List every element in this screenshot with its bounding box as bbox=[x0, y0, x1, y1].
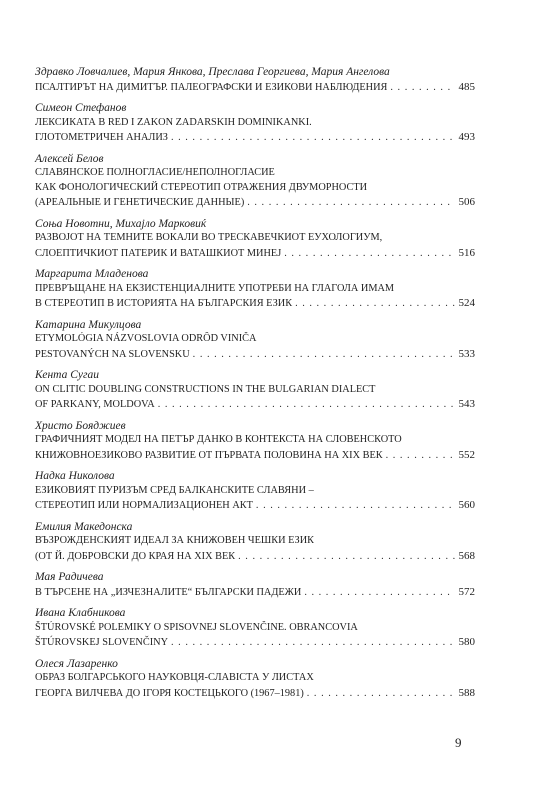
leader-dots bbox=[386, 449, 455, 464]
entry-page-number: 572 bbox=[458, 585, 475, 598]
entry-page-number: 560 bbox=[458, 499, 475, 511]
entry-title-text: (АРЕАЛЬНЫЕ И ГЕНЕТИЧЕСКИЕ ДАННЫЕ) bbox=[35, 197, 245, 208]
entry-title-text: В СТЕРЕОТИП В ИСТОРИЯТА НА БЪЛГАРСКИЯ ЕЗИК bbox=[35, 298, 293, 309]
entry-title-text: PESTOVANÝCH NA SLOVENSKU bbox=[35, 348, 190, 360]
entry-title-line bbox=[35, 296, 475, 312]
entry-title-line: ЕЗИКОВИЯТ ПУРИЗЪМ СРЕД БАЛКАНСКИТЕ СЛАВЯНИ – bbox=[35, 484, 314, 496]
toc-entry bbox=[35, 419, 475, 464]
entry-author: Катарина Микулцова bbox=[35, 318, 142, 331]
entry-title-line: ŠTÚROVSKÉ POLEMIKY O SPISOVNEJ SLOVENČINE. OBRANCOVIA bbox=[35, 621, 358, 633]
entry-title-line bbox=[35, 448, 475, 464]
toc-entry bbox=[35, 152, 475, 211]
entry-page-number: 552 bbox=[458, 448, 475, 461]
entry-page-number: 485 bbox=[458, 80, 475, 93]
entry-page-number: 533 bbox=[458, 347, 475, 360]
entry-page-number: 516 bbox=[458, 246, 475, 259]
leader-dots bbox=[307, 687, 455, 702]
leader-dots bbox=[304, 586, 454, 601]
entry-title-line: ETYMOLÓGIA NÁZVOSLOVIA ODRÔD VINIČA bbox=[35, 333, 257, 344]
toc-entry bbox=[35, 570, 475, 600]
toc-entry bbox=[35, 657, 475, 702]
entry-page-number: 580 bbox=[458, 636, 475, 648]
entry-page-number: 506 bbox=[458, 196, 475, 208]
table-of-contents bbox=[35, 65, 475, 707]
leader-dots bbox=[158, 398, 455, 413]
entry-title-line: ЛЕКСИКАТА В RED I ZAKON ZADARSKIH DOMINIKANKI. bbox=[35, 116, 312, 128]
entry-author: Надка Николова bbox=[35, 470, 115, 482]
entry-page-number: 588 bbox=[458, 686, 475, 699]
entry-author: Ивана Клабникова bbox=[35, 607, 126, 619]
entry-author: Маргарита Младенова bbox=[35, 268, 149, 280]
entry-title-line: ON CLITIC DOUBLING CONSTRUCTIONS IN THE BULGARIAN DIALECT bbox=[35, 383, 376, 395]
leader-dots bbox=[171, 131, 455, 146]
entry-title-line: ОБРАЗ БОЛГАРСЬКОГО НАУКОВЦЯ-СЛАВІСТА У ЛИСТАХ bbox=[35, 672, 314, 683]
toc-entry bbox=[35, 520, 475, 565]
entry-title-line: РАЗВОЈОТ НА ТЕМНИТЕ ВОКАЛИ ВО ТРЕСКАВЕЧКИОТ ЕУХОЛОГИУМ, bbox=[35, 232, 383, 243]
leader-dots bbox=[247, 196, 454, 211]
entry-page-number: 568 bbox=[458, 549, 475, 562]
entry-title-line: КАК ФОНОЛОГИЧЕСКИЙ СТЕРЕОТИП ОТРАЖЕНИЯ ДВУМОРНОСТИ bbox=[35, 181, 368, 193]
entry-title-line bbox=[35, 397, 475, 413]
entry-title-line bbox=[35, 195, 475, 211]
leader-dots bbox=[390, 81, 454, 96]
entry-title-line bbox=[35, 585, 475, 601]
page-number: 9 bbox=[455, 735, 462, 750]
leader-dots bbox=[238, 550, 454, 565]
leader-dots bbox=[284, 247, 454, 262]
entry-page-number: 524 bbox=[458, 297, 475, 309]
entry-title-text: (ОТ Й. ДОБРОВСКИ ДО КРАЯ НА XIX ВЕК bbox=[35, 550, 236, 562]
entry-title-line bbox=[35, 498, 475, 514]
entry-title-line bbox=[35, 549, 475, 565]
entry-title-line: СЛАВЯНСКОЕ ПОЛНОГЛАСИЕ/НЕПОЛНОГЛАСИЕ bbox=[35, 167, 275, 178]
entry-title-line bbox=[35, 130, 475, 146]
toc-entry bbox=[35, 469, 475, 514]
toc-entry bbox=[35, 65, 475, 95]
leader-dots bbox=[171, 636, 454, 651]
leader-dots bbox=[295, 297, 454, 312]
entry-title-text: В ТЪРСЕНЕ НА „ИЗЧЕЗНАЛИТЕ“ БЪЛГАРСКИ ПАДЕЖИ bbox=[35, 586, 302, 598]
entry-title-text: СТЕРЕОТИП ИЛИ НОРМАЛИЗАЦИОНЕН АКТ bbox=[35, 500, 253, 511]
leader-dots bbox=[256, 499, 455, 514]
entry-title-text: ПСАЛТИРЪТ НА ДИМИТЪР. ПАЛЕОГРАФСКИ И ЕЗИКОВИ НАБЛЮДЕНИЯ bbox=[35, 81, 388, 93]
entry-author: Емилия Македонска bbox=[35, 520, 133, 533]
entry-title-line bbox=[35, 686, 475, 702]
toc-entry bbox=[35, 217, 475, 262]
entry-title-text: ГЛОТОМЕТРИЧЕН АНАЛИЗ bbox=[35, 132, 168, 143]
toc-entry bbox=[35, 606, 475, 651]
entry-title-text: ГЕОРГА ВИЛЧЕВА ДО ІГОРЯ КОСТЕЦЬКОГО (1967–1981) bbox=[35, 687, 304, 699]
entry-title-text: ŠTÚROVSKEJ SLOVENČINY bbox=[35, 637, 169, 648]
entry-title-line: ВЪЗРОЖДЕНСКИЯТ ИДЕАЛ ЗА КНИЖОВЕН ЧЕШКИ ЕЗИК bbox=[35, 535, 315, 546]
entry-author: Олеся Лазаренко bbox=[35, 657, 118, 670]
entry-title-text: КНИЖОВНОЕЗИКОВО РАЗВИТИЕ ОТ ПЪРВАТА ПОЛОВИНА НА XIX ВЕК bbox=[35, 449, 383, 461]
entry-title-line bbox=[35, 635, 475, 651]
entry-title-text: СЛОЕПТИЧКИОТ ПАТЕРИК И ВАТАШКИОТ МИНЕЈ bbox=[35, 247, 282, 259]
entry-author: Симеон Стефанов bbox=[35, 102, 127, 114]
toc-entry bbox=[35, 318, 475, 363]
entry-title-text: OF PARKANY, MOLDOVA bbox=[35, 399, 155, 410]
entry-title-line: ПРЕВРЪЩАНЕ НА ЕКЗИСТЕНЦИАЛНИТЕ УПОТРЕБИ НА ГЛАГОЛА ИМАМ bbox=[35, 282, 395, 294]
toc-entry bbox=[35, 101, 475, 146]
entry-author: Алексей Белов bbox=[35, 152, 104, 165]
toc-entry bbox=[35, 368, 475, 413]
entry-author: Здравко Ловчалиев, Мария Янкова, Преслава Георгиева, Мария Ангелова bbox=[35, 66, 390, 78]
entry-page-number: 543 bbox=[458, 398, 475, 410]
entry-author: Мая Радичева bbox=[35, 571, 104, 583]
entry-author: Христо Бояджиев bbox=[35, 419, 126, 432]
entry-author: Соња Новотни, Михајло Марковиќ bbox=[35, 217, 207, 230]
toc-entry bbox=[35, 267, 475, 312]
entry-title-line bbox=[35, 80, 475, 96]
leader-dots bbox=[193, 348, 455, 363]
entry-title-line bbox=[35, 246, 475, 262]
entry-page-number: 493 bbox=[458, 131, 475, 143]
entry-title-line: ГРАФИЧНИЯТ МОДЕЛ НА ПЕТЪР ДАНКО В КОНТЕКСТА НА СЛОВЕНСКОТО bbox=[35, 434, 402, 445]
entry-author: Кента Сугаи bbox=[35, 369, 99, 381]
entry-title-line bbox=[35, 347, 475, 363]
